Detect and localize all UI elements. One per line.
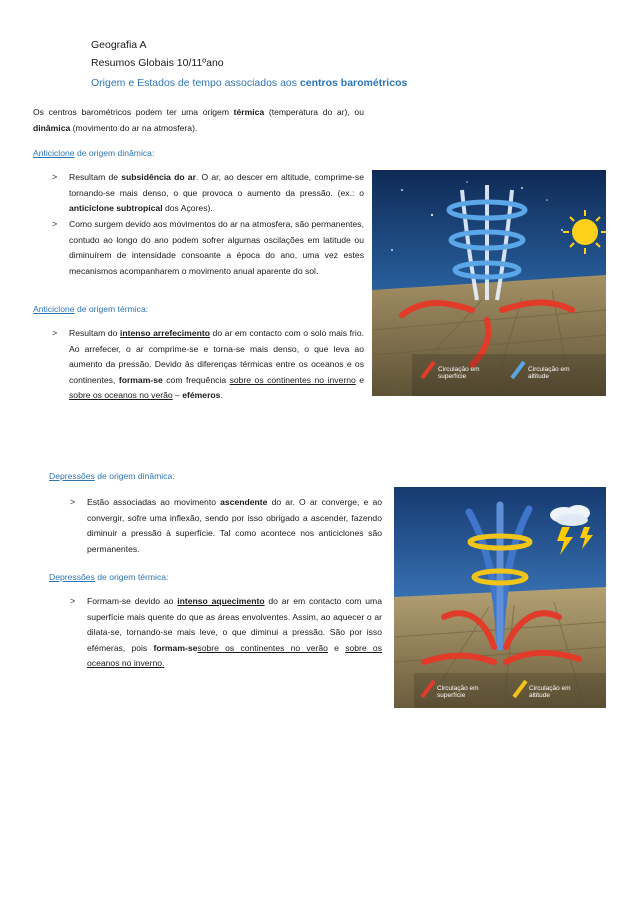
intro-text-1: Os centros barométricos podem ter uma origem [33,107,234,117]
bullet-text: do ar em contacto com uma superfície mais quente do que as áreas envolventes. Assim, ao aquecer o ar dilata-se, tornando-se mais leve, o que diminui a pressão. São por isso efémeras, pois [87,596,382,653]
intro-text-2: (temperatura do ar), ou [264,107,364,117]
bullet-marker: > [52,328,58,338]
bullet-text: Estão associadas ao movimento [87,497,221,507]
bullet-bold: anticiclone subtropical [69,203,163,214]
heading-underlined-word: Anticiclone [33,148,75,158]
heading-underlined-word: Depressões [49,572,95,582]
bullet-bold: subsidência do ar [121,172,196,182]
bullet-underline: sobre os oceanos no inverno. [87,642,382,669]
intro-bold-dinamica: dinâmica [33,122,71,133]
bullet-text: Resultam do [69,328,120,338]
depression-illustration [394,487,606,708]
bullet-text: com frequência [162,374,230,385]
bullet-underline: sobre os oceanos no verão [69,390,173,401]
bullet-marker: > [70,596,76,606]
subject-title: Geografia A [91,39,147,51]
intro-bold-termica: térmica [233,107,265,117]
bullet-bold: intenso arrefecimento [120,328,210,338]
bullet-text: dos Açores). [162,203,213,214]
heading-underlined-word: Depressões [49,471,95,481]
heading-rest: de origem dinâmica: [74,148,155,158]
bullet-text: Formam-se devido ao [87,596,178,606]
bullet-bold: formam-se [118,374,163,385]
bullet-text: – [172,390,183,401]
intro-text-3: (movimento do ar na atmosfera). [70,122,198,133]
bullet-text: e [355,374,365,385]
intro-paragraph [33,105,364,136]
section-heading-anticyclone-thermal [33,303,148,316]
bullet-heating [87,594,382,672]
legend-altitude: Circulação em altitude [528,366,570,380]
bullet-bold: efémeros [182,390,221,401]
bullet-text: . O ar, ao descer em altitude, comprime-se tornando-se mais denso, o que provoca o aumento da pressão. (ex.: o [69,172,364,198]
bullet-underline: sobre os continentes no inverno [229,374,356,385]
course-title: Resumos Globais 10/11ºano [91,57,224,69]
bullet-subsidence [69,170,364,217]
bullet-text: Resultam de [69,172,122,182]
bullet-bold: ascendente [220,497,268,507]
document-subtitle [91,76,407,90]
bullet-text: e [327,642,346,653]
bullet-marker: > [52,172,58,182]
bullet-cooling [69,326,364,404]
legend-altitude: Circulação em altitude [529,685,571,699]
heading-rest: de origem térmica: [74,304,149,314]
section-heading-depression-thermal [49,571,168,584]
section-heading-depression-dynamic [49,470,175,483]
bullet-text: . [220,390,223,401]
legend-surface: Circulação em superfície [437,685,479,699]
bullet-ascending [87,495,382,557]
heading-underlined-word: Anticiclone [33,304,75,314]
heading-rest: de origem térmica: [94,572,169,582]
heading-rest: de origem dinâmica: [94,471,175,481]
bullet-text: do ar. O ar converge, e ao convergir, sofre uma inflexão, sendo por isso obrigado a ascender, fazendo diminuir a pressão à superfície. Tal como acontece nos anticiclones são permanentes. [87,497,383,554]
subtitle-prefix: Origem e Estados de tempo associados aos [91,77,300,89]
bullet-permanent: Como surgem devido aos movimentos do ar na atmosfera, são permanentes, contudo ao longo do ano podem sofrer algumas oscilações em latitude ou diminuírem de intensidade consoante a época do ano, uma vez estes mecanismos acompanharem o movimento anual aparente do sol. [69,219,364,276]
bullet-marker: > [70,497,76,507]
subtitle-bold: centros barométricos [299,77,408,89]
bullet-underline: sobre os continentes no verão [197,642,328,653]
bullet-marker: > [52,219,58,229]
anticyclone-illustration [372,170,606,396]
bullet-text: do ar em contacto com o solo mais frio. Ao arrefecer, o ar comprime-se e torna-se mais denso, o que leva ao aumento da pressão. Devido às diferenças térmicas entre os oceanos e os continentes, [69,328,364,385]
legend-surface: Circulação em superfície [438,366,480,380]
bullet-bold: formam-se [153,642,198,653]
section-heading-anticyclone-dynamic [33,147,154,160]
bullet-bold: intenso aquecimento [177,596,265,606]
